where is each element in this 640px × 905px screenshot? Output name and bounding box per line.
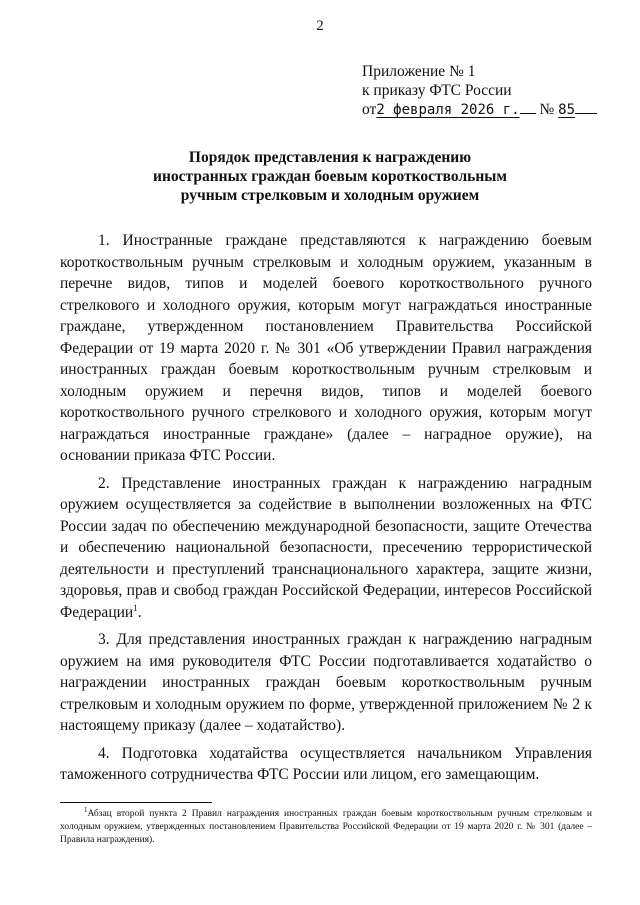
footnote (60, 805, 592, 847)
title-line-2: иностранных граждан боевым короткоствольным (153, 168, 507, 185)
appendix-title: Приложение № 1 (362, 63, 476, 80)
paragraph-3: 3. Для представления иностранных граждан к награждению наградным оружием на имя руководителя ФТС России подготавливается ходатайство о награждении иностранных граждан боевым короткоствольным ручным стрелковым и холодным оружием по форме, утвержденной приложением № 2 к настоящему приказу (далее – ходатайство). (60, 631, 592, 734)
number-prefix: № (539, 101, 555, 118)
number-underline (575, 101, 597, 114)
appendix-date-line (362, 100, 597, 120)
date-prefix: от (362, 101, 377, 118)
footnote-ref[interactable]: 1 (133, 602, 138, 613)
paragraph-2-end: . (137, 603, 142, 621)
appendix-order-reference: к приказу ФТС России (362, 82, 512, 99)
document-title (60, 148, 600, 205)
paragraph-2 (60, 473, 592, 624)
order-number: 85 (558, 102, 576, 118)
footnote-text: Абзац второй пункта 2 Правил награждения иностранных граждан боевым короткоствольным ручным стрелковым и холодным оружием, утвержденных постановлением Правительства Российской Федерации от 19 марта 2020 г. № 301 (далее – Правила награждения). (60, 809, 592, 845)
title-line-1: Порядок представления к награждению (188, 149, 472, 166)
appendix-block (362, 62, 597, 120)
footnote-marker: 1 (84, 805, 88, 814)
document-body (60, 230, 592, 792)
paragraph-2-text: 2. Представление иностранных граждан к награждению наградным оружием осуществляется за содействие в выполнении возложенных на ФТС России задач по обеспечению международной безопасности, защите Отечества и обеспечению национальной безопасности, пресечению террористической деятельности и преступлений транснационального характера, защите жизни, здоровья, прав и свобод граждан Российской Федерации, интересов Российской Федерации (60, 474, 592, 621)
order-date: 2 февраля 2026 г. (376, 102, 520, 118)
date-underline (520, 101, 536, 114)
page-number: 2 (316, 18, 324, 34)
paragraph-4: 4. Подготовка ходатайства осуществляется начальником Управления таможенного сотрудничества ФТС России или лицом, его замещающим. (60, 744, 592, 783)
title-line-3: ручным стрелковым и холодным оружием (180, 187, 480, 204)
paragraph-1: 1. Иностранные граждане представляются к награждению боевым короткоствольным ручным стрелковым и холодным оружием, указанным в перечне видов, типов и моделей боевого короткоствольного ручного стрелкового и холодного оружия, которым могут награждаться иностранные граждане, утвержденном постановлением Правительства Российской Федерации от 19 марта 2020 г. № 301 «Об утверждении Правил награждения иностранных граждан боевым короткоствольным ручным стрелковым и холодным оружием и перечня видов, типов и моделей боевого короткоствольного ручного стрелкового и холодного оружия, которым могут награждаться иностранные граждане» (далее – наградное оружие), на основании приказа ФТС России. (60, 232, 592, 464)
footnote-divider (60, 802, 212, 803)
